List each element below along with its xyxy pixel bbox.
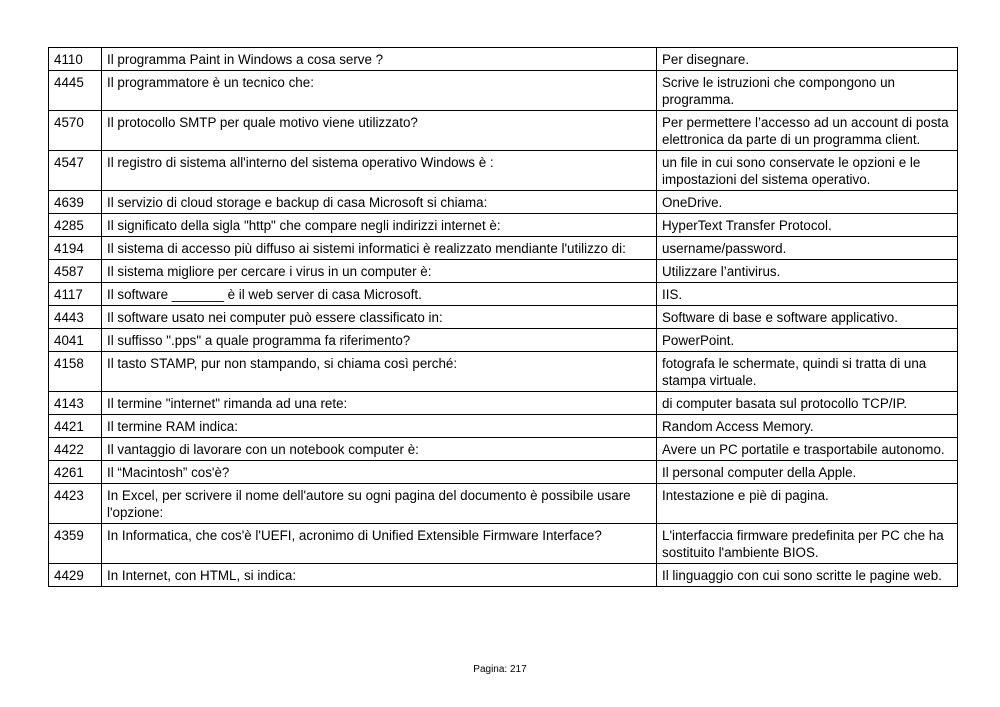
- question-id: 4639: [49, 191, 102, 214]
- questions-table: [48, 47, 958, 587]
- question-text: Il servizio di cloud storage e backup di casa Microsoft si chiama:: [102, 191, 657, 214]
- question-id: 4359: [49, 524, 102, 564]
- table-row: [49, 392, 958, 415]
- question-id: 4422: [49, 438, 102, 461]
- answer-text: Random Access Memory.: [657, 415, 958, 438]
- question-text: In Informatica, che cos'è l'UEFI, acronimo di Unified Extensible Firmware Interface?: [102, 524, 657, 564]
- answer-text: un file in cui sono conservate le opzioni e le impostazioni del sistema operativo.: [657, 151, 958, 191]
- table-row: [49, 306, 958, 329]
- question-id: 4041: [49, 329, 102, 352]
- question-id: 4110: [49, 48, 102, 71]
- question-text: Il tasto STAMP, pur non stampando, si chiama così perché:: [102, 352, 657, 392]
- table-row: [49, 524, 958, 564]
- question-id: 4261: [49, 461, 102, 484]
- question-id: 4445: [49, 71, 102, 111]
- question-text: Il programma Paint in Windows a cosa serve ?: [102, 48, 657, 71]
- answer-text: Intestazione e piè di pagina.: [657, 484, 958, 524]
- table-row: [49, 191, 958, 214]
- question-id: 4143: [49, 392, 102, 415]
- table-row: [49, 71, 958, 111]
- question-text: Il significato della sigla "http" che compare negli indirizzi internet è:: [102, 214, 657, 237]
- question-text: In Internet, con HTML, si indica:: [102, 564, 657, 587]
- answer-text: Il personal computer della Apple.: [657, 461, 958, 484]
- table-row: [49, 438, 958, 461]
- question-text: Il software usato nei computer può essere classificato in:: [102, 306, 657, 329]
- question-id: 4587: [49, 260, 102, 283]
- table-row: [49, 260, 958, 283]
- table-row: [49, 484, 958, 524]
- answer-text: HyperText Transfer Protocol.: [657, 214, 958, 237]
- answer-text: Per permettere l’accesso ad un account di posta elettronica da parte di un programma client.: [657, 111, 958, 151]
- table-row: [49, 329, 958, 352]
- answer-text: Utilizzare l’antivirus.: [657, 260, 958, 283]
- question-text: Il suffisso ".pps" a quale programma fa riferimento?: [102, 329, 657, 352]
- table-row: [49, 283, 958, 306]
- question-text: Il programmatore è un tecnico che:: [102, 71, 657, 111]
- table-row: [49, 48, 958, 71]
- table-row: [49, 214, 958, 237]
- question-id: 4117: [49, 283, 102, 306]
- table-row: [49, 111, 958, 151]
- question-text: Il vantaggio di lavorare con un notebook computer è:: [102, 438, 657, 461]
- question-text: Il termine RAM indica:: [102, 415, 657, 438]
- question-id: 4158: [49, 352, 102, 392]
- question-id: 4285: [49, 214, 102, 237]
- answer-text: Software di base e software applicativo.: [657, 306, 958, 329]
- table-row: [49, 151, 958, 191]
- table-row: [49, 237, 958, 260]
- answer-text: username/password.: [657, 237, 958, 260]
- question-text: In Excel, per scrivere il nome dell'autore su ogni pagina del documento è possibile usare l'opzione:: [102, 484, 657, 524]
- page-number: Pagina: 217: [473, 664, 527, 675]
- table-row: [49, 564, 958, 587]
- question-text: Il sistema di accesso più diffuso ai sistemi informatici è realizzato mendiante l'utilizzo di:: [102, 237, 657, 260]
- answer-text: fotografa le schermate, quindi si tratta di una stampa virtuale.: [657, 352, 958, 392]
- table-row: [49, 461, 958, 484]
- answer-text: PowerPoint.: [657, 329, 958, 352]
- answer-text: Per disegnare.: [657, 48, 958, 71]
- question-text: Il termine "internet" rimanda ad una rete:: [102, 392, 657, 415]
- answer-text: Il linguaggio con cui sono scritte le pagine web.: [657, 564, 958, 587]
- question-id: 4443: [49, 306, 102, 329]
- question-id: 4194: [49, 237, 102, 260]
- question-text: Il “Macintosh” cos'è?: [102, 461, 657, 484]
- answer-text: L'interfaccia firmware predefinita per PC che ha sostituito l'ambiente BIOS.: [657, 524, 958, 564]
- answer-text: Scrive le istruzioni che compongono un programma.: [657, 71, 958, 111]
- question-id: 4421: [49, 415, 102, 438]
- table-row: [49, 352, 958, 392]
- question-text: Il sistema migliore per cercare i virus in un computer è:: [102, 260, 657, 283]
- question-id: 4547: [49, 151, 102, 191]
- answer-text: IIS.: [657, 283, 958, 306]
- question-text: Il protocollo SMTP per quale motivo viene utilizzato?: [102, 111, 657, 151]
- question-id: 4423: [49, 484, 102, 524]
- answer-text: di computer basata sul protocollo TCP/IP.: [657, 392, 958, 415]
- table-row: [49, 415, 958, 438]
- question-text: Il registro di sistema all'interno del sistema operativo Windows è :: [102, 151, 657, 191]
- answer-text: OneDrive.: [657, 191, 958, 214]
- question-id: 4570: [49, 111, 102, 151]
- answer-text: Avere un PC portatile e trasportabile autonomo.: [657, 438, 958, 461]
- question-id: 4429: [49, 564, 102, 587]
- question-text: Il software _______ è il web server di casa Microsoft.: [102, 283, 657, 306]
